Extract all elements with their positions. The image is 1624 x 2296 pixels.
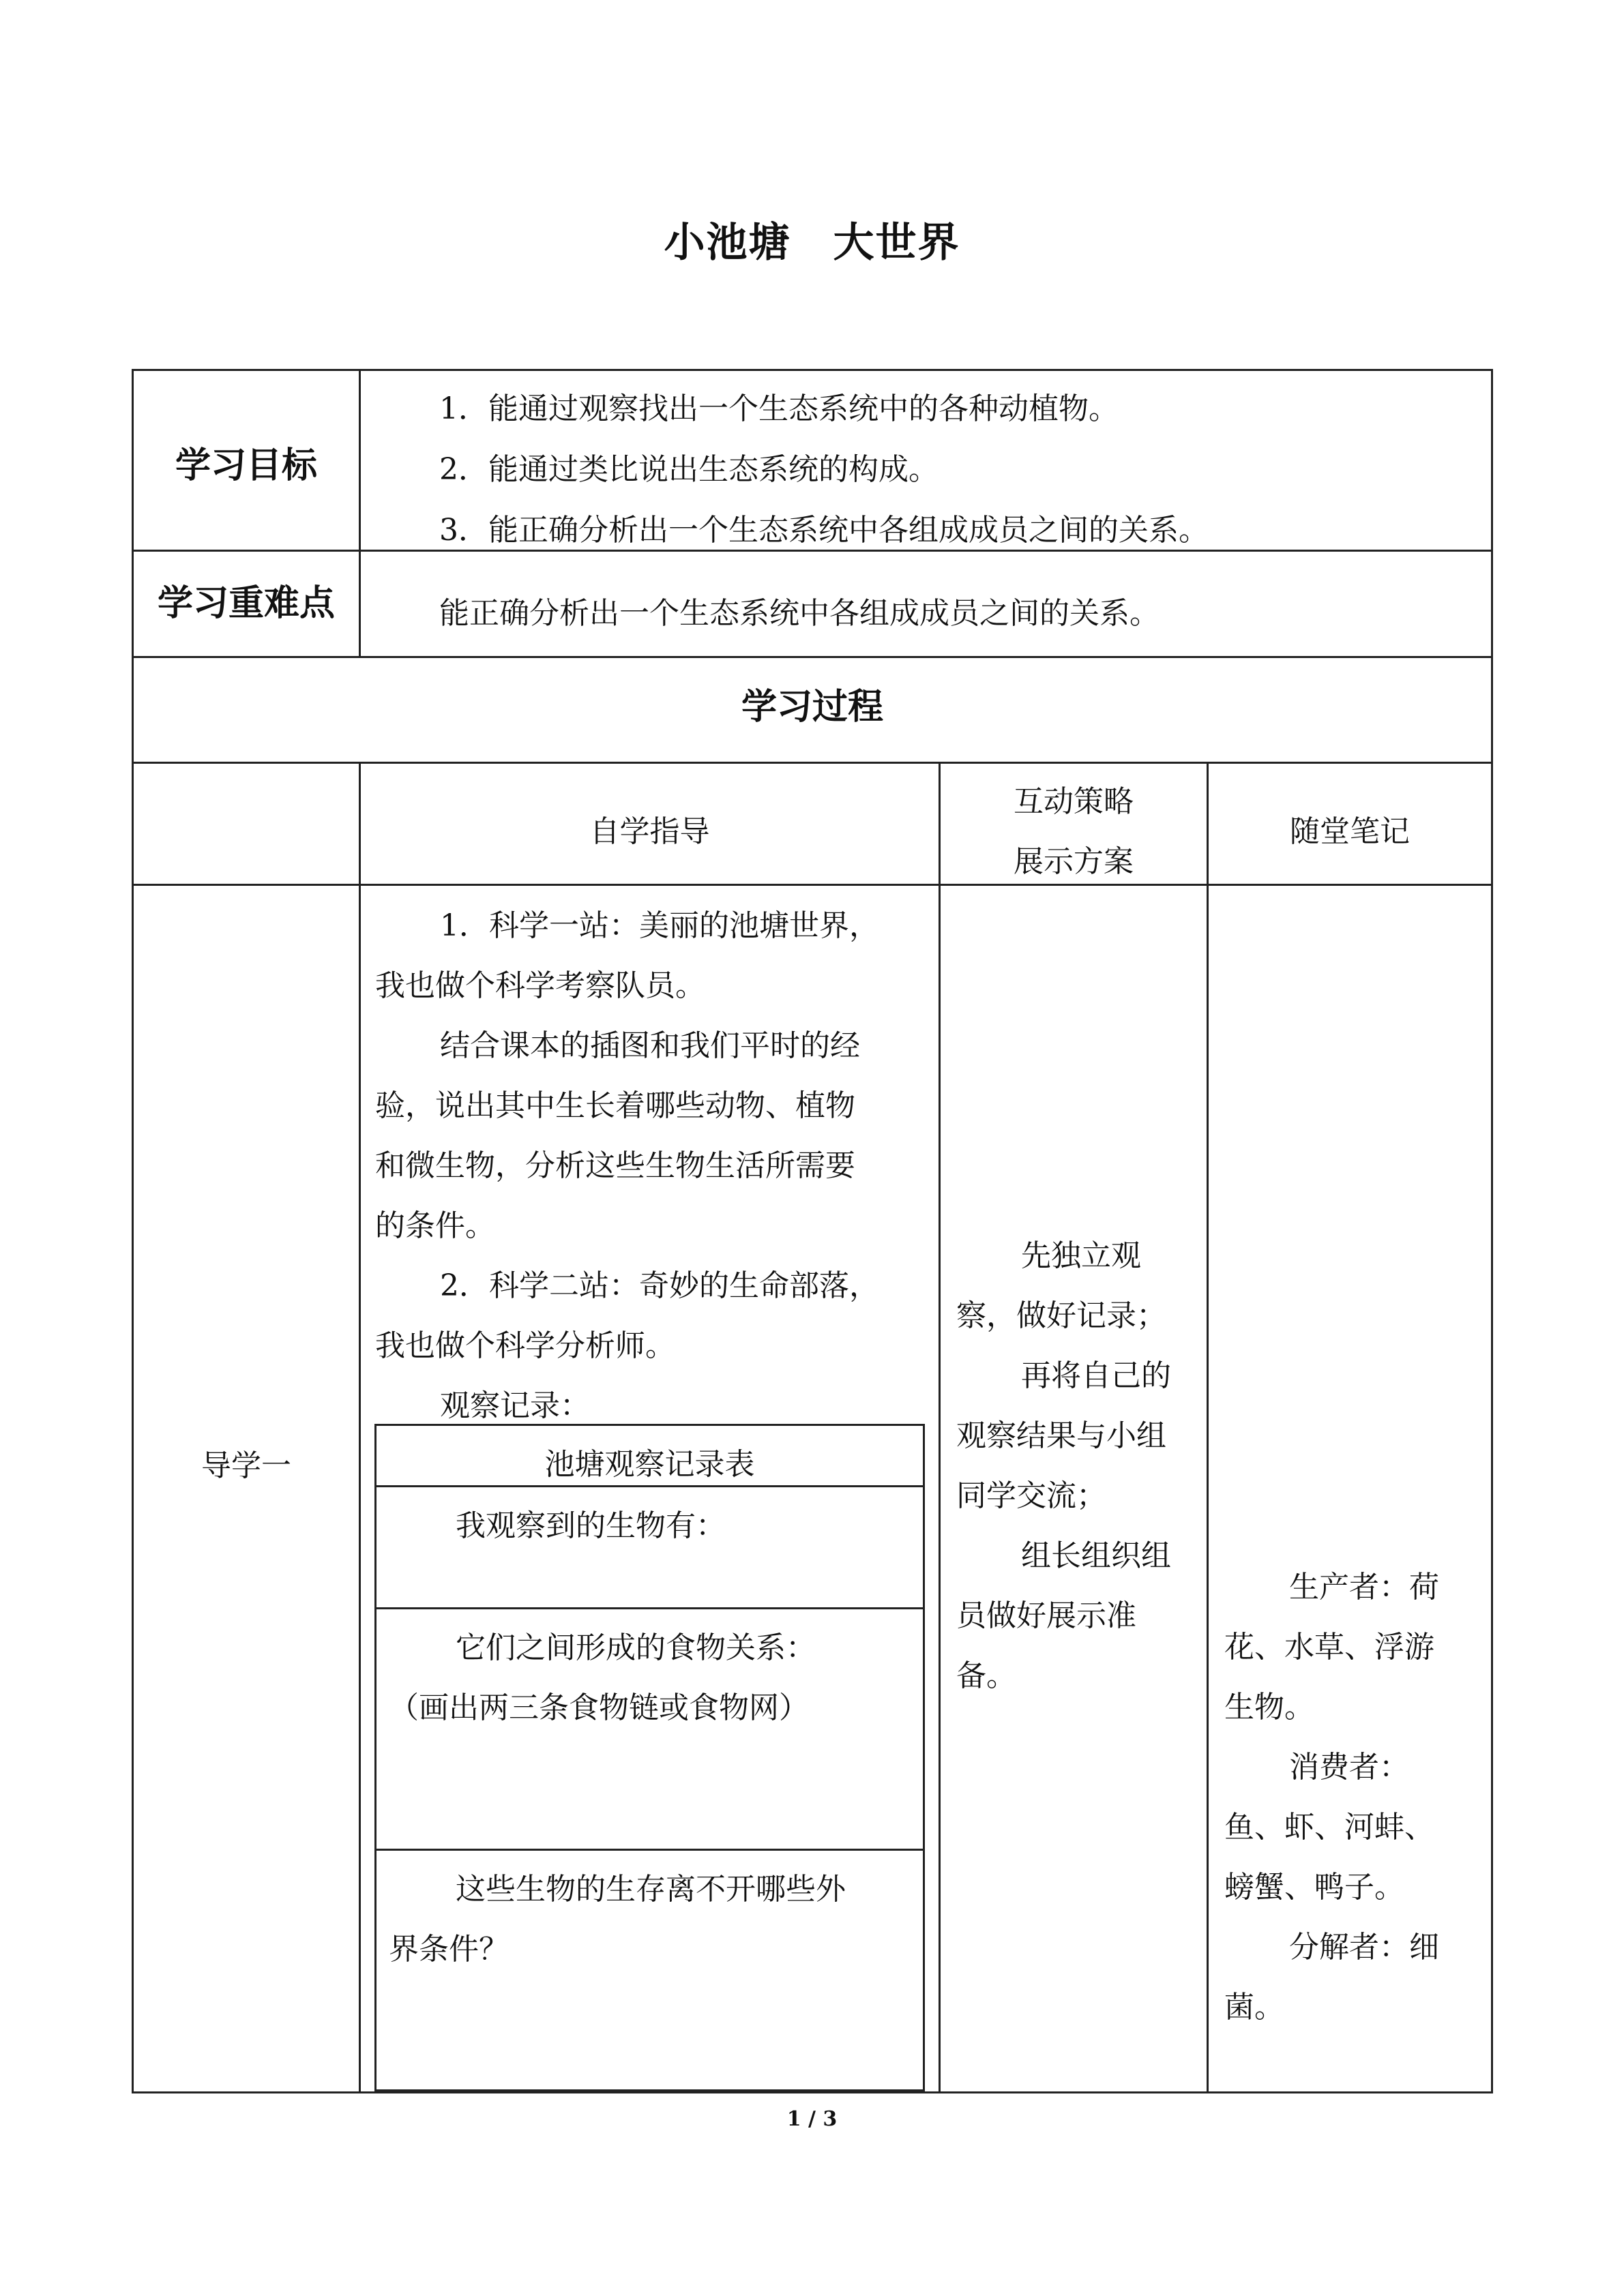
- key-points-text: 能正确分析出一个生态系统中各组成成员之间的关系。: [439, 596, 1160, 631]
- process-header: 学习过程: [741, 687, 883, 728]
- record-conditions-line1: 这些生物的生存离不开哪些外: [456, 1872, 846, 1907]
- strategy-line: 再将自己的: [1021, 1358, 1171, 1393]
- column-interaction-line2: 展示方案: [1014, 844, 1134, 879]
- guide-line: 验，说出其中生长着哪些动物、植物: [375, 1088, 855, 1123]
- objective-item: 3．能正确分析出一个生态系统中各组成成员之间的关系。: [439, 513, 1209, 548]
- record-table-title: 池塘观察记录表: [544, 1447, 755, 1482]
- notes-line: 花、水草、浮游: [1224, 1630, 1434, 1665]
- page-number: 1 / 3: [786, 2107, 838, 2131]
- objective-item: 2．能通过类比说出生态系统的构成。: [439, 452, 939, 487]
- notes-line: 生产者：荷: [1289, 1570, 1439, 1605]
- record-food-relation-line1: 它们之间形成的食物关系：: [456, 1630, 816, 1665]
- column-notes: 随堂笔记: [1290, 814, 1410, 849]
- guide-line: 2．科学二站：奇妙的生命部落，: [440, 1268, 879, 1303]
- strategy-line: 观察结果与小组: [956, 1418, 1166, 1453]
- notes-line: 分解者：细: [1289, 1930, 1439, 1965]
- record-food-relation-line2: （画出两三条食物链或食物网）: [389, 1690, 809, 1725]
- guide-line: 观察记录：: [440, 1388, 590, 1423]
- notes-line: 消费者：: [1289, 1750, 1409, 1785]
- guide-line: 结合课本的插图和我们平时的经: [440, 1028, 860, 1063]
- guide-line: 我也做个科学分析师。: [375, 1328, 675, 1363]
- notes-line: 菌。: [1224, 1990, 1284, 2025]
- guide-line: 我也做个科学考察队员。: [375, 968, 705, 1003]
- strategy-line: 察，做好记录；: [956, 1298, 1166, 1333]
- section-label: 导学一: [201, 1448, 291, 1483]
- objectives-label: 学习目标: [175, 445, 317, 486]
- column-interaction-line1: 互动策略: [1014, 784, 1134, 819]
- objective-item: 1．能通过观察找出一个生态系统中的各种动植物。: [439, 391, 1119, 426]
- strategy-line: 员做好展示准: [956, 1598, 1136, 1633]
- notes-line: 螃蟹、鸭子。: [1224, 1870, 1404, 1905]
- strategy-line: 备。: [956, 1658, 1016, 1693]
- record-conditions-line2: 界条件？: [389, 1932, 509, 1967]
- strategy-line: 先独立观: [1021, 1238, 1141, 1273]
- notes-line: 生物。: [1224, 1690, 1314, 1725]
- key-points-label: 学习重难点: [157, 583, 335, 624]
- strategy-line: 组长组织组: [1021, 1538, 1171, 1573]
- strategy-line: 同学交流；: [956, 1478, 1106, 1513]
- record-observed-organisms: 我观察到的生物有：: [456, 1508, 726, 1543]
- guide-line: 的条件。: [375, 1208, 495, 1243]
- guide-line: 1．科学一站：美丽的池塘世界，: [440, 908, 879, 943]
- notes-line: 鱼、虾、河蚌、: [1224, 1810, 1434, 1845]
- column-self-study: 自学指导: [589, 814, 710, 849]
- guide-line: 和微生物，分析这些生物生活所需要: [375, 1148, 855, 1183]
- document-title: 小池塘 大世界: [664, 219, 960, 267]
